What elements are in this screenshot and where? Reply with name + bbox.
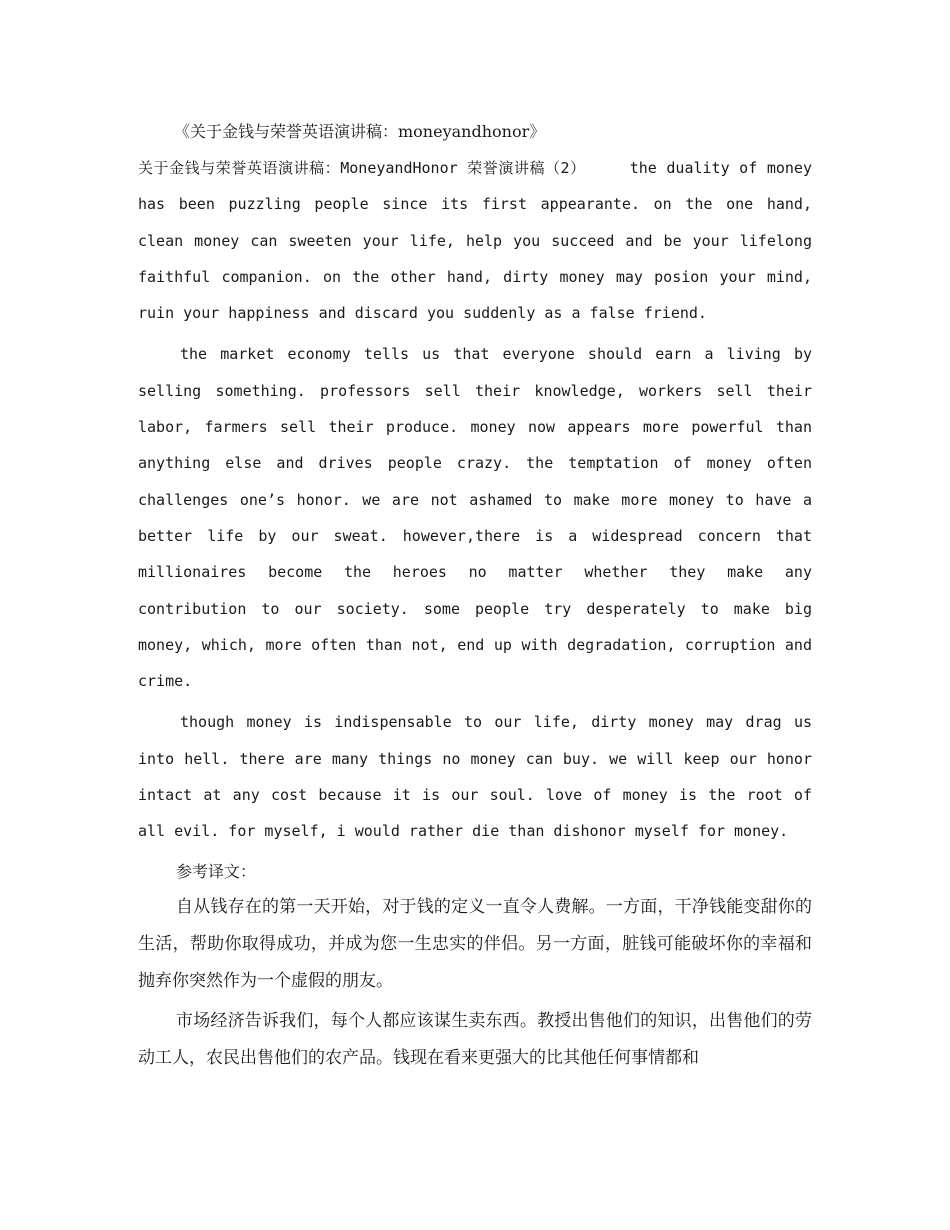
paragraph-1-text: the duality of money has been puzzling people since its first appearante. on the one hand, clean money can sweeten your life, help you succeed and be your lifelong faithful companion. on the other hand, dirty money may posion your mind, ruin your happiness and discard you suddenly as a false friend.	[138, 159, 812, 323]
document-page	[138, 118, 812, 1080]
translation-label: 参考译文：	[176, 861, 257, 881]
paragraph-intro	[138, 150, 812, 331]
paragraph-2: the market economy tells us that everyone should earn a living by selling something. professors sell their knowledge, workers sell their labor, farmers sell their produce. money now appears more powerful than anything else and drives people crazy. the temptation of money often challenges one’s honor. we are not ashamed to make more money to have a better life by our sweat. however,there is a widespread concern that millionaires become the heroes no matter whether they make any contribution to our society. some people try desperately to make big money, which, more often than not, end up with degradation, corruption and crime.	[138, 345, 812, 691]
translation-paragraph-1: 自从钱存在的第一天开始，对于钱的定义一直令人费解。一方面，干净钱能变甜你的生活，帮助你取得成功，并成为您一生忠实的伴侣。另一方面，脏钱可能破坏你的幸福和抛弃你突然作为一个虚假的朋友。	[138, 896, 812, 991]
translation-paragraph-2: 市场经济告诉我们，每个人都应该谋生卖东西。教授出售他们的知识，出售他们的劳动工人，农民出售他们的农产品。钱现在看来更强大的比其他任何事情都和	[138, 1010, 812, 1068]
document-title: 《关于金钱与荣誉英语演讲稿：moneyandhonor》	[174, 122, 546, 141]
paragraph-3: though money is indispensable to our life, dirty money may drag us into hell. there are many things no money can buy. we will keep our honor intact at any cost because it is our soul. love of money is the root of all evil. for myself, i would rather die than dishonor myself for money.	[138, 713, 812, 841]
intro-lead: 关于金钱与荣誉英语演讲稿：MoneyandHonor 荣誉演讲稿（2）	[138, 159, 586, 177]
